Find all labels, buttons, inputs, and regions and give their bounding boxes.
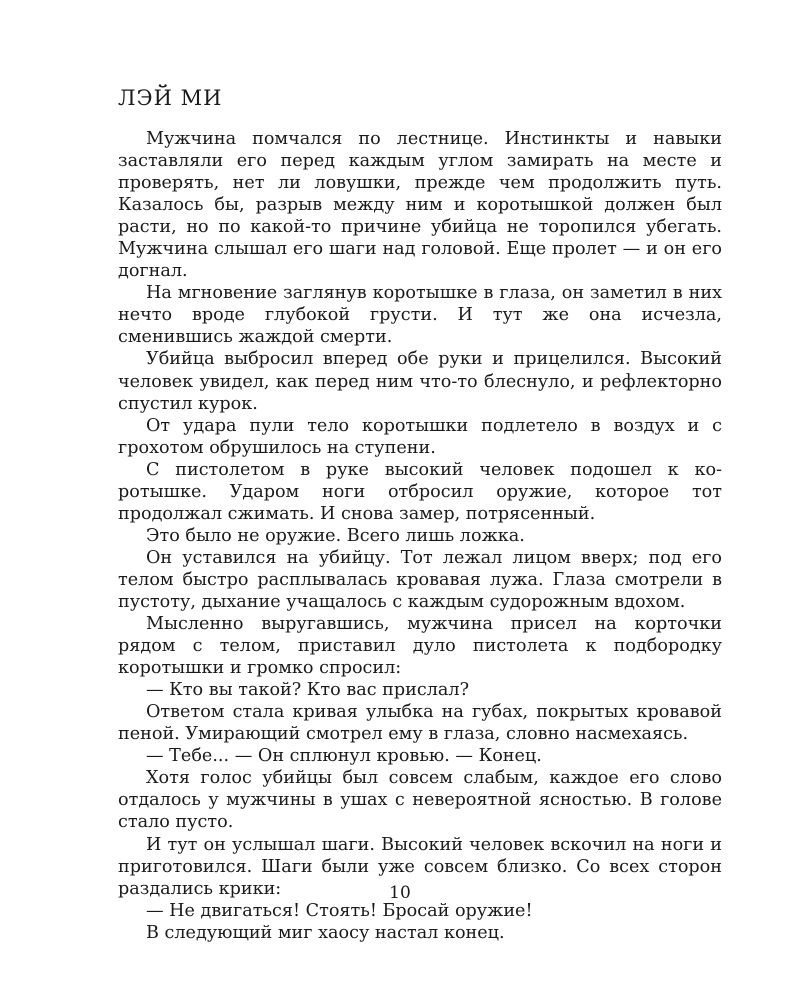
dialogue-line: — Тебе... — Он сплюнул кровью. — Конец. xyxy=(146,746,542,767)
body-text xyxy=(118,128,722,944)
dialogue-line: — Кто вы такой? Кто вас прислал? xyxy=(146,680,470,701)
page-number: 10 xyxy=(389,883,411,903)
paragraph: С пистолетом в руке высокий человек подошел к коротышке. Ударом ноги отбросил оружие, которое тот продолжал сжимать. И снова замер, потрясенный. xyxy=(118,459,722,524)
paragraph: На мгновение заглянув коротышке в глаза, он заметил в них нечто вроде глубокой грусти. И тут же она исчезла, сменившись жаждой смерти. xyxy=(118,283,722,348)
paragraph: От удара пули тело коротышки подлетело в воздух и с грохотом обрушилось на ступени. xyxy=(118,415,722,458)
paragraph: Он уставился на убийцу. Тот лежал лицом вверх; под его телом быстро расплывалась кровавая лужа. Глаза смотрели в пустоту, дыхание учащалось с каждым судорожным вдохом. xyxy=(118,547,722,612)
paragraph: И тут он услышал шаги. Высокий человек вскочил на ноги и приготовился. Шаги были уже совсем близко. Со всех сторон раздались крики: xyxy=(118,834,722,899)
paragraph: Мысленно выругавшись, мужчина присел на корточки рядом с телом, приставил дуло пистолета к подбородку коротышки и громко спросил: xyxy=(118,614,722,679)
dialogue-line: — Не двигаться! Стоять! Бросай оружие! xyxy=(146,900,533,921)
paragraph: Убийца выбросил вперед обе руки и прицелился. Высокий человек увидел, как перед ним что-то блеснуло, и рефлекторно спустил курок. xyxy=(118,349,722,414)
paragraph: В следующий миг хаосу настал конец. xyxy=(146,922,505,943)
paragraph: Ответом стала кривая улыбка на губах, покрытых кровавой пеной. Умирающий смотрел ему в глаза, словно насмехаясь. xyxy=(118,702,722,745)
running-head-author: ЛЭЙ МИ xyxy=(118,86,223,110)
paragraph: Хотя голос убийцы был совсем слабым, каждое его слово отдалось у мужчины в ушах с невероятной ясностью. В голове стало пусто. xyxy=(118,768,722,833)
paragraph: Это было не оружие. Всего лишь ложка. xyxy=(146,525,525,546)
paragraph: Мужчина помчался по лестнице. Инстинкты и навыки заставляли его перед каждым углом замирать на месте и проверять, нет ли ловушки, прежде чем продолжить путь. Казалось бы, разрыв между ним и коротышкой должен был расти, но по какой-то причине убийца не торопился убегать. Мужчина слышал его шаги над головой. Еще пролет — и он его догнал. xyxy=(118,129,722,282)
